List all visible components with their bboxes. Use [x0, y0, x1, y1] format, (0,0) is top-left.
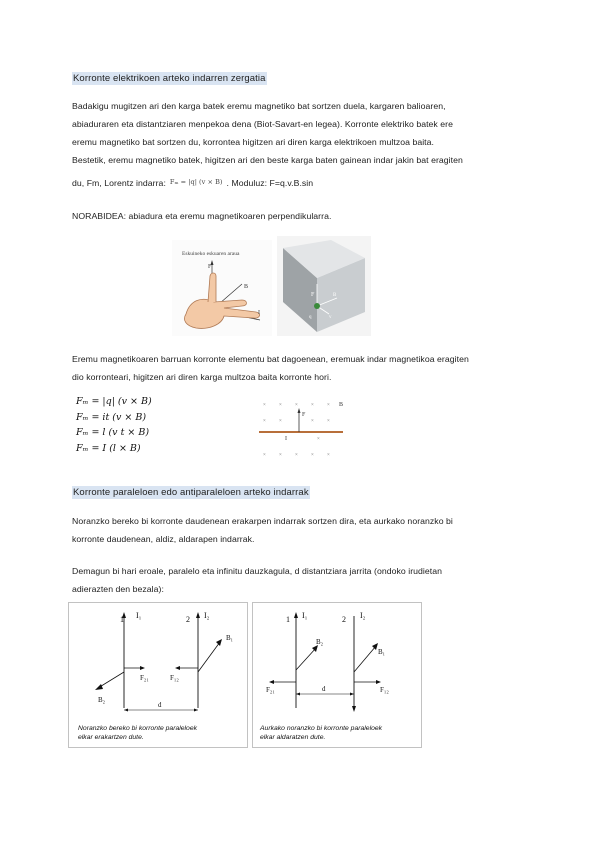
- force-formulas: [76, 394, 152, 456]
- current-i2-label: I₂: [204, 611, 210, 620]
- current-i1-label: I₁: [136, 611, 142, 620]
- wire-in-field-figure: [255, 394, 347, 462]
- current-i-label: I: [285, 436, 287, 442]
- force-f-label: F: [302, 412, 306, 418]
- svg-text:q: q: [309, 315, 312, 320]
- wire1-number: 1: [286, 615, 290, 624]
- repulsion-caption-line2: elkar aldaratzen dute.: [260, 734, 326, 741]
- paragraph-lorentz: [72, 97, 532, 192]
- paragraph-attraction-repulsion: [72, 512, 532, 548]
- force-f12-label: F₁₂: [170, 674, 179, 682]
- force-f21-label: F₂₁: [266, 686, 275, 694]
- svg-text:×: ×: [263, 419, 266, 424]
- svg-text:×: ×: [327, 419, 330, 424]
- formula-line: Fₘ = l (v t × B): [76, 427, 150, 438]
- text-line: Noranzko bereko bi korronte daudenean erakarpen indarrak sortzen dira, eta aurkako noranzko bi: [72, 516, 453, 526]
- right-hand-rule-figure: [172, 240, 272, 336]
- svg-text:F: F: [311, 292, 315, 298]
- text-fragment: . Moduluz: F=q.v.B.sin: [226, 178, 314, 188]
- section-heading-causes: Korronte elektrikoen arteko indarren zergatia: [73, 73, 266, 84]
- field-b-label: B: [339, 402, 344, 408]
- hand-figure-label: Eskuineko eskuaren araua: [182, 251, 240, 257]
- text-line: Bestetik, eremu magnetiko batek, higitzen ari den beste karga baten gainean indar jakin bat eragiten: [72, 155, 463, 165]
- svg-text:v: v: [329, 315, 332, 320]
- field-b1-label: B₁: [226, 634, 234, 642]
- paragraph-two-wires: [72, 562, 532, 598]
- force-f12-label: F₁₂: [380, 686, 389, 694]
- text-line: dio korronteari, higitzen ari diren karga multzoa baita korronte hori.: [72, 372, 332, 382]
- text-line: adierazten den bezala):: [72, 584, 164, 594]
- svg-text:×: ×: [279, 419, 282, 424]
- current-i2-label: I₂: [360, 611, 366, 620]
- field-b2-label: B₂: [316, 638, 324, 646]
- svg-text:×: ×: [327, 453, 330, 458]
- formula-line: Fₘ = I (l × B): [76, 442, 141, 454]
- distance-d-label: d: [322, 685, 326, 693]
- wire2-number: 2: [342, 615, 346, 624]
- formula-line: Fₘ = |q| (v × B): [76, 396, 152, 407]
- svg-text:×: ×: [279, 453, 282, 458]
- lorentz-formula-inline: Fₘ = |q| (v × B): [169, 178, 223, 186]
- svg-text:×: ×: [263, 403, 266, 408]
- field-b1-label: B₁: [378, 648, 386, 656]
- paragraph-current-element: [72, 350, 532, 386]
- text-line: korronte daudenean, aldiz, aldarapen indarrak.: [72, 534, 255, 544]
- norabidea-text: NORABIDEA: abiadura eta eremu magnetikoaren perpendikularra.: [72, 211, 332, 221]
- svg-text:×: ×: [311, 403, 314, 408]
- text-line: eremu magnetiko bat sortzen du, korrontea higitzen ari diren karga elektrikoen multzoa baita.: [72, 137, 434, 147]
- text-line: Eremu magnetikoaren barruan korronte elementu bat dagoenean, eremuak indar magnetikoa eragiten: [72, 354, 469, 364]
- field-b2-label: B₂: [98, 696, 106, 704]
- distance-d-label: d: [158, 701, 162, 709]
- text-fragment: du, Fm, Lorentz indarra:: [72, 178, 166, 188]
- text-line: Demagun bi hari eroale, paralelo eta infinitu dauzkagula, d distantziara jarrita (ondoko irudietan: [72, 566, 442, 576]
- svg-text:B: B: [333, 293, 337, 298]
- svg-text:B: B: [244, 284, 249, 290]
- plane-vectors-figure: [277, 236, 371, 336]
- repulsion-caption-line1: Aurkako noranzko bi korronte paraleloek: [260, 725, 383, 732]
- wire2-number: 2: [186, 615, 190, 624]
- formula-line: Fₘ = it (v × B): [76, 411, 147, 423]
- svg-text:×: ×: [295, 403, 298, 408]
- svg-text:×: ×: [311, 419, 314, 424]
- text-line: Badakigu mugitzen ari den karga batek eremu magnetiko bat sortzen duela, kargaren balioaren,: [72, 101, 446, 111]
- svg-text:I: I: [258, 310, 260, 316]
- text-line: [72, 173, 532, 192]
- svg-text:×: ×: [295, 453, 298, 458]
- wire1-number: 1: [120, 615, 124, 624]
- current-i1-label: I₁: [302, 611, 308, 620]
- force-f21-label: F₂₁: [140, 674, 149, 682]
- section-heading-parallel: Korronte paraleloen edo antiparaleloen arteko indarrak: [73, 487, 309, 498]
- svg-text:F: F: [208, 264, 212, 270]
- attraction-caption-line1: Noranzko bereko bi korronte paraleloek: [78, 725, 198, 732]
- svg-text:×: ×: [327, 403, 330, 408]
- svg-text:×: ×: [263, 453, 266, 458]
- svg-text:×: ×: [317, 437, 320, 442]
- text-line: abiaduraren eta distantziaren menpekoa dena (Biot-Savart-en legea). Korronte elektriko batek ere: [72, 119, 453, 129]
- repulsion-diagram: [252, 602, 422, 748]
- attraction-diagram: [68, 602, 248, 748]
- attraction-caption-line2: elkar erakartzen dute.: [78, 734, 144, 741]
- svg-text:×: ×: [311, 453, 314, 458]
- svg-text:×: ×: [279, 403, 282, 408]
